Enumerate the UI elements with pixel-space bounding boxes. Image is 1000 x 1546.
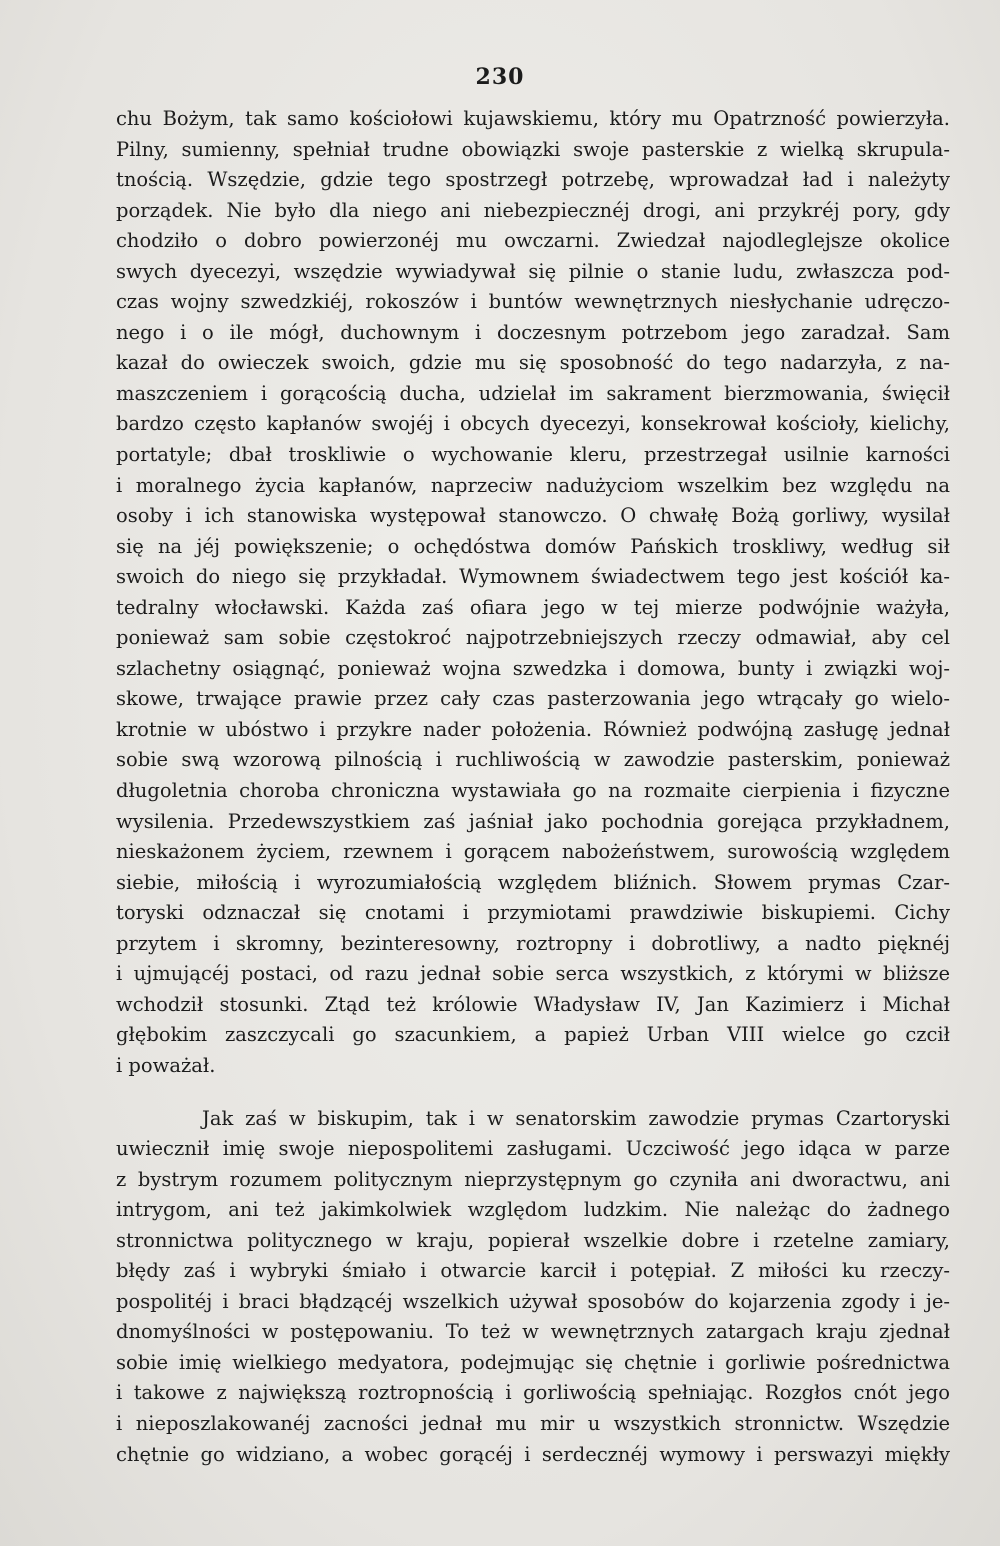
text-line: dnomyślności w postępowaniu. To też w wewnętrznych zatargach kraju zjednał bbox=[116, 1320, 950, 1344]
text-line: i moralnego życia kapłanów, naprzeciw nadużyciom wszelkim bez względu na bbox=[116, 473, 950, 497]
text-line: skowe, trwające prawie przez cały czas pasterzowania jego wtrącały go wielo- bbox=[116, 687, 950, 711]
text-line: swoich do niego się przykładał. Wymownem świadectwem tego jest kościół ka- bbox=[116, 565, 950, 589]
text-line: szlachetny osiągnąć, ponieważ wojna szwedzka i domowa, bunty i związki woj- bbox=[116, 656, 950, 680]
text-line: błędy zaś i wybryki śmiało i otwarcie karcił i potępiał. Z miłości ku rzeczy- bbox=[116, 1259, 950, 1283]
paragraph-1 bbox=[116, 104, 950, 1082]
text-line: i takowe z największą roztropnością i gorliwością spełniając. Rozgłos cnót jego bbox=[116, 1381, 950, 1405]
text-line: czas wojny szwedzkiéj, rokoszów i buntów wewnętrznych niesłychanie udręczo- bbox=[116, 290, 950, 314]
text-line: wchodził stosunki. Ztąd też królowie Władysław IV, Jan Kazimierz i Michał bbox=[116, 992, 950, 1016]
text-line: bardzo często kapłanów swojéj i obcych dyecezyi, konsekrował kościoły, kielichy, bbox=[116, 412, 950, 436]
text-line: i nieposzlakowanéj zacności jednał mu mir u wszystkich stronnictw. Wszędzie bbox=[116, 1411, 950, 1435]
text-line: krotnie w ubóstwo i przykre nader położenia. Również podwójną zasługę jednał bbox=[116, 717, 950, 741]
body-text bbox=[116, 104, 950, 1470]
text-line: Pilny, sumienny, spełniał trudne obowiązki swoje pasterskie z wielką skrupula- bbox=[116, 137, 950, 161]
text-line: chodziło o dobro powierzonéj mu owczarni. Zwiedzał najodleglejsze okolice bbox=[116, 229, 950, 253]
text-line: Jak zaś w biskupim, tak i w senatorskim zawodzie prymas Czartoryski bbox=[202, 1106, 950, 1130]
paragraph-gap bbox=[116, 1082, 950, 1104]
text-line: nego i o ile mógł, duchownym i doczesnym potrzebom jego zaradzał. Sam bbox=[116, 320, 950, 344]
page-number: 230 bbox=[475, 64, 525, 90]
text-line: maszczeniem i gorącością ducha, udzielał im sakrament bierzmowania, święcił bbox=[116, 381, 950, 405]
text-line: sobie imię wielkiego medyatora, podejmując się chętnie i gorliwie pośrednictwa bbox=[116, 1350, 950, 1374]
text-line: pospolitéj i braci błądzącéj wszelkich używał sposobów do kojarzenia zgody i je- bbox=[116, 1289, 950, 1313]
text-line: długoletnia choroba chroniczna wystawiała go na rozmaite cierpienia i fizyczne bbox=[116, 779, 950, 803]
text-line: swych dyecezyi, wszędzie wywiadywał się pilnie o stanie ludu, zwłaszcza pod- bbox=[116, 259, 950, 283]
text-line: się na jéj powiększenie; o ochędóstwa domów Pańskich troskliwy, według sił bbox=[116, 534, 950, 558]
text-line: intrygom, ani też jakimkolwiek względom ludzkim. Nie należąc do żadnego bbox=[116, 1198, 950, 1222]
text-line: przytem i skromny, bezinteresowny, roztropny i dobrotliwy, a nadto pięknéj bbox=[116, 931, 950, 955]
text-line: uwiecznił imię swoje niepospolitemi zasługami. Uczciwość jego idąca w parze bbox=[116, 1137, 950, 1161]
text-line: siebie, miłością i wyrozumiałością względem bliźnich. Słowem prymas Czar- bbox=[116, 870, 950, 894]
text-line: porządek. Nie było dla niego ani niebezpiecznéj drogi, ani przykréj pory, gdy bbox=[116, 198, 950, 222]
text-line: kazał do owieczek swoich, gdzie mu się sposobność do tego nadarzyła, z na- bbox=[116, 351, 950, 375]
text-line: chętnie go widziano, a wobec gorącéj i serdecznéj wymowy i perswazyi miękły bbox=[116, 1442, 950, 1466]
text-line: głębokim zaszczycali go szacunkiem, a papież Urban VIII wielce go czcił bbox=[116, 1023, 950, 1047]
text-line: stronnictwa politycznego w kraju, popierał wszelkie dobre i rzetelne zamiary, bbox=[116, 1228, 950, 1252]
text-line: i poważał. bbox=[116, 1053, 216, 1077]
text-line: i ujmującéj postaci, od razu jednał sobie serca wszystkich, z którymi w bliższe bbox=[116, 962, 950, 986]
text-line: wysilenia. Przedewszystkiem zaś jaśniał jako pochodnia gorejąca przykładnem, bbox=[116, 809, 950, 833]
text-line: tnością. Wszędzie, gdzie tego spostrzegł potrzebę, wprowadzał ład i należyty bbox=[116, 168, 950, 192]
text-line: tedralny włocławski. Każda zaś ofiara jego w tej mierze podwójnie ważyła, bbox=[116, 595, 950, 619]
text-line: z bystrym rozumem politycznym nieprzystępnym go czyniła ani dworactwu, ani bbox=[116, 1167, 950, 1191]
text-line: portatyle; dbał troskliwie o wychowanie kleru, przestrzegał usilnie karności bbox=[116, 443, 950, 467]
paragraph-2 bbox=[116, 1104, 950, 1471]
text-line: osoby i ich stanowiska występował stanowczo. O chwałę Bożą gorliwy, wysilał bbox=[116, 504, 950, 528]
text-line: chu Bożym, tak samo kościołowi kujawskiemu, który mu Opatrzność powierzyła. bbox=[116, 107, 950, 130]
text-line: sobie swą wzorową pilnością i ruchliwością w zawodzie pasterskim, ponieważ bbox=[116, 748, 950, 772]
text-line: nieskażonem życiem, rzewnem i gorącem nabożeństwem, surowością względem bbox=[116, 840, 950, 864]
text-line: toryski odznaczał się cnotami i przymiotami prawdziwie biskupiemi. Cichy bbox=[116, 901, 950, 925]
text-line: ponieważ sam sobie częstokroć najpotrzebniejszych rzeczy odmawiał, aby cel bbox=[116, 626, 950, 650]
